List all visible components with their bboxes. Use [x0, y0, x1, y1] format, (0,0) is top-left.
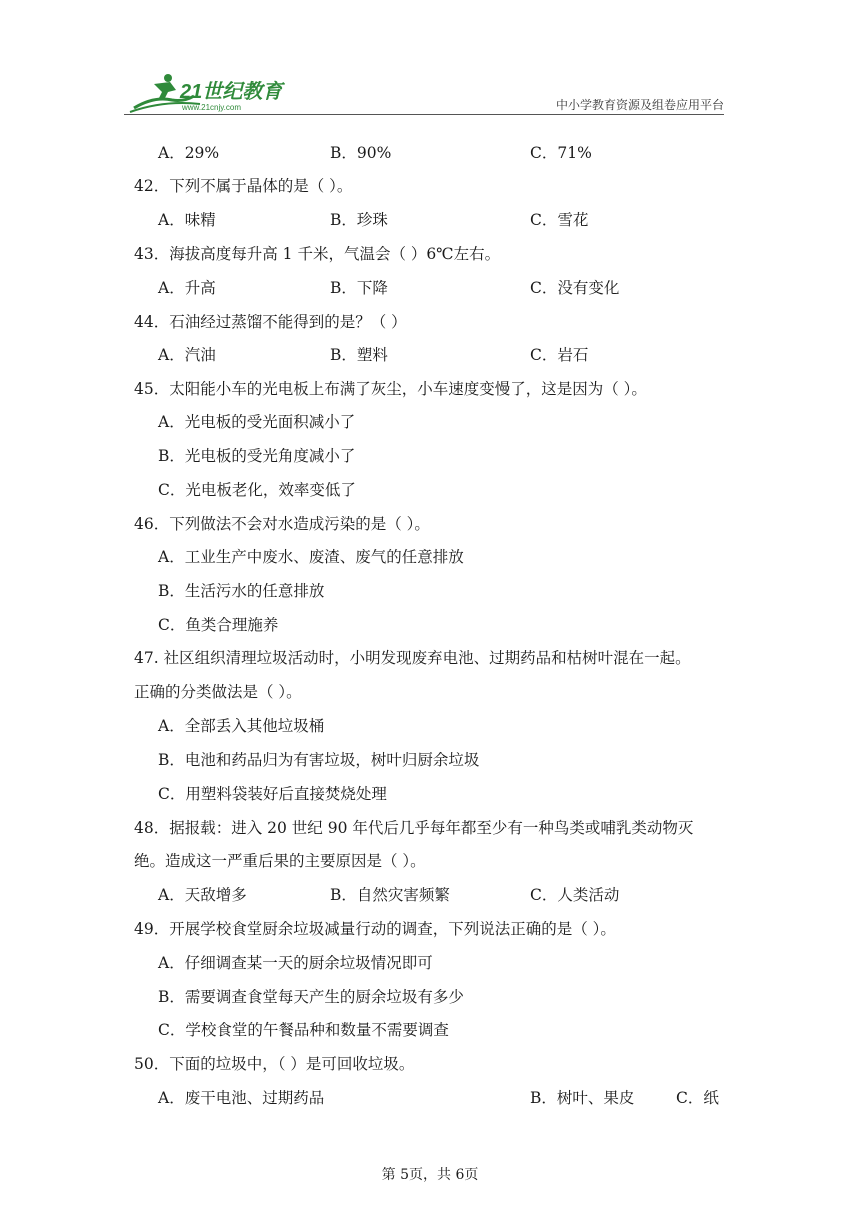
q42-option-c: C．雪花: [530, 211, 589, 229]
page-number: 第 5页，共 6页: [381, 1167, 479, 1183]
q50-option-c: C．纸: [676, 1089, 719, 1107]
q47-option-a: A．全部丢入其他垃圾桶: [158, 717, 325, 735]
q46-stem: 46．下列做法不会对水造成污染的是（ ）。: [134, 515, 430, 533]
q49-option-b: B．需要调查食堂每天产生的厨余垃圾有多少: [158, 988, 464, 1006]
q45-stem: 45．太阳能小车的光电板上布满了灰尘，小车速度变慢了，这是因为（ ）。: [134, 380, 647, 398]
page-footer: [0, 1164, 860, 1184]
q48-option-b: B．自然灾害频繁: [330, 886, 450, 904]
q44-option-b: B．塑料: [330, 346, 388, 364]
q47-option-b: B．电池和药品归为有害垃圾，树叶归厨余垃圾: [158, 751, 480, 769]
q42-option-b: B．珍珠: [330, 211, 388, 229]
q42-stem: 42．下列不属于晶体的是（ ）。: [134, 177, 353, 195]
platform-name: 中小学教育资源及组卷应用平台: [555, 98, 724, 112]
q47-stem-1: 47. 社区组织清理垃圾活动时，小明发现废弃电池、过期药品和枯树叶混在一起。: [134, 649, 691, 667]
q46-option-c: C．鱼类合理施养: [158, 616, 279, 634]
logo-url: www.21cnjy.com: [182, 103, 241, 112]
q49-option-c: C．学校食堂的午餐品种和数量不需要调查: [158, 1021, 449, 1039]
q43-stem: 43．海拔高度每升高 1 千米，气温会（ ）6℃左右。: [134, 245, 501, 263]
q48-stem-1: 48．据报载：进入 20 世纪 90 年代后几乎每年都至少有一种鸟类或哺乳类动物灭: [134, 819, 694, 837]
q43-option-c: C．没有变化: [530, 279, 620, 297]
q44-option-a: A．汽油: [158, 346, 216, 364]
logo-text: 21世纪教育: [180, 81, 283, 103]
q45-option-c: C．光电板老化，效率变低了: [158, 481, 356, 499]
q46-option-a: A．工业生产中废水、废渣、废气的任意排放: [158, 548, 464, 566]
q49-option-a: A．仔细调查某一天的厨余垃圾情况即可: [158, 954, 433, 972]
q47-option-c: C．用塑料袋装好后直接焚烧处理: [158, 785, 387, 803]
page-header: [124, 70, 724, 118]
q42-option-a: A．味精: [158, 211, 216, 229]
q45-option-b: B．光电板的受光角度减小了: [158, 447, 356, 465]
q44-stem: 44．石油经过蒸馏不能得到的是？（ ）: [134, 313, 407, 331]
q46-option-b: B．生活污水的任意排放: [158, 582, 325, 600]
q43-option-a: A．升高: [158, 279, 216, 297]
q50-option-a: A．废干电池、过期药品: [158, 1089, 325, 1107]
q48-option-c: C．人类活动: [530, 886, 620, 904]
logo-21cnjy: [124, 70, 294, 114]
q41-option-c: C．71%: [530, 144, 592, 162]
q44-option-c: C．岩石: [530, 346, 589, 364]
q49-stem: 49．开展学校食堂厨余垃圾减量行动的调查，下列说法正确的是（ ）。: [134, 920, 616, 938]
q50-option-b: B．树叶、果皮: [530, 1089, 635, 1107]
q47-stem-2: 正确的分类做法是（ ）。: [134, 683, 302, 701]
q48-stem-2: 绝。造成这一严重后果的主要原因是（ ）。: [134, 852, 426, 870]
q41-option-b: B．90%: [330, 144, 392, 162]
q50-stem: 50．下面的垃圾中，（ ）是可回收垃圾。: [134, 1055, 415, 1073]
q41-option-a: A．29%: [158, 144, 220, 162]
q43-option-b: B．下降: [330, 279, 388, 297]
q48-option-a: A．天敌增多: [158, 886, 247, 904]
q45-option-a: A．光电板的受光面积减小了: [158, 413, 356, 431]
header-divider: [124, 114, 724, 115]
